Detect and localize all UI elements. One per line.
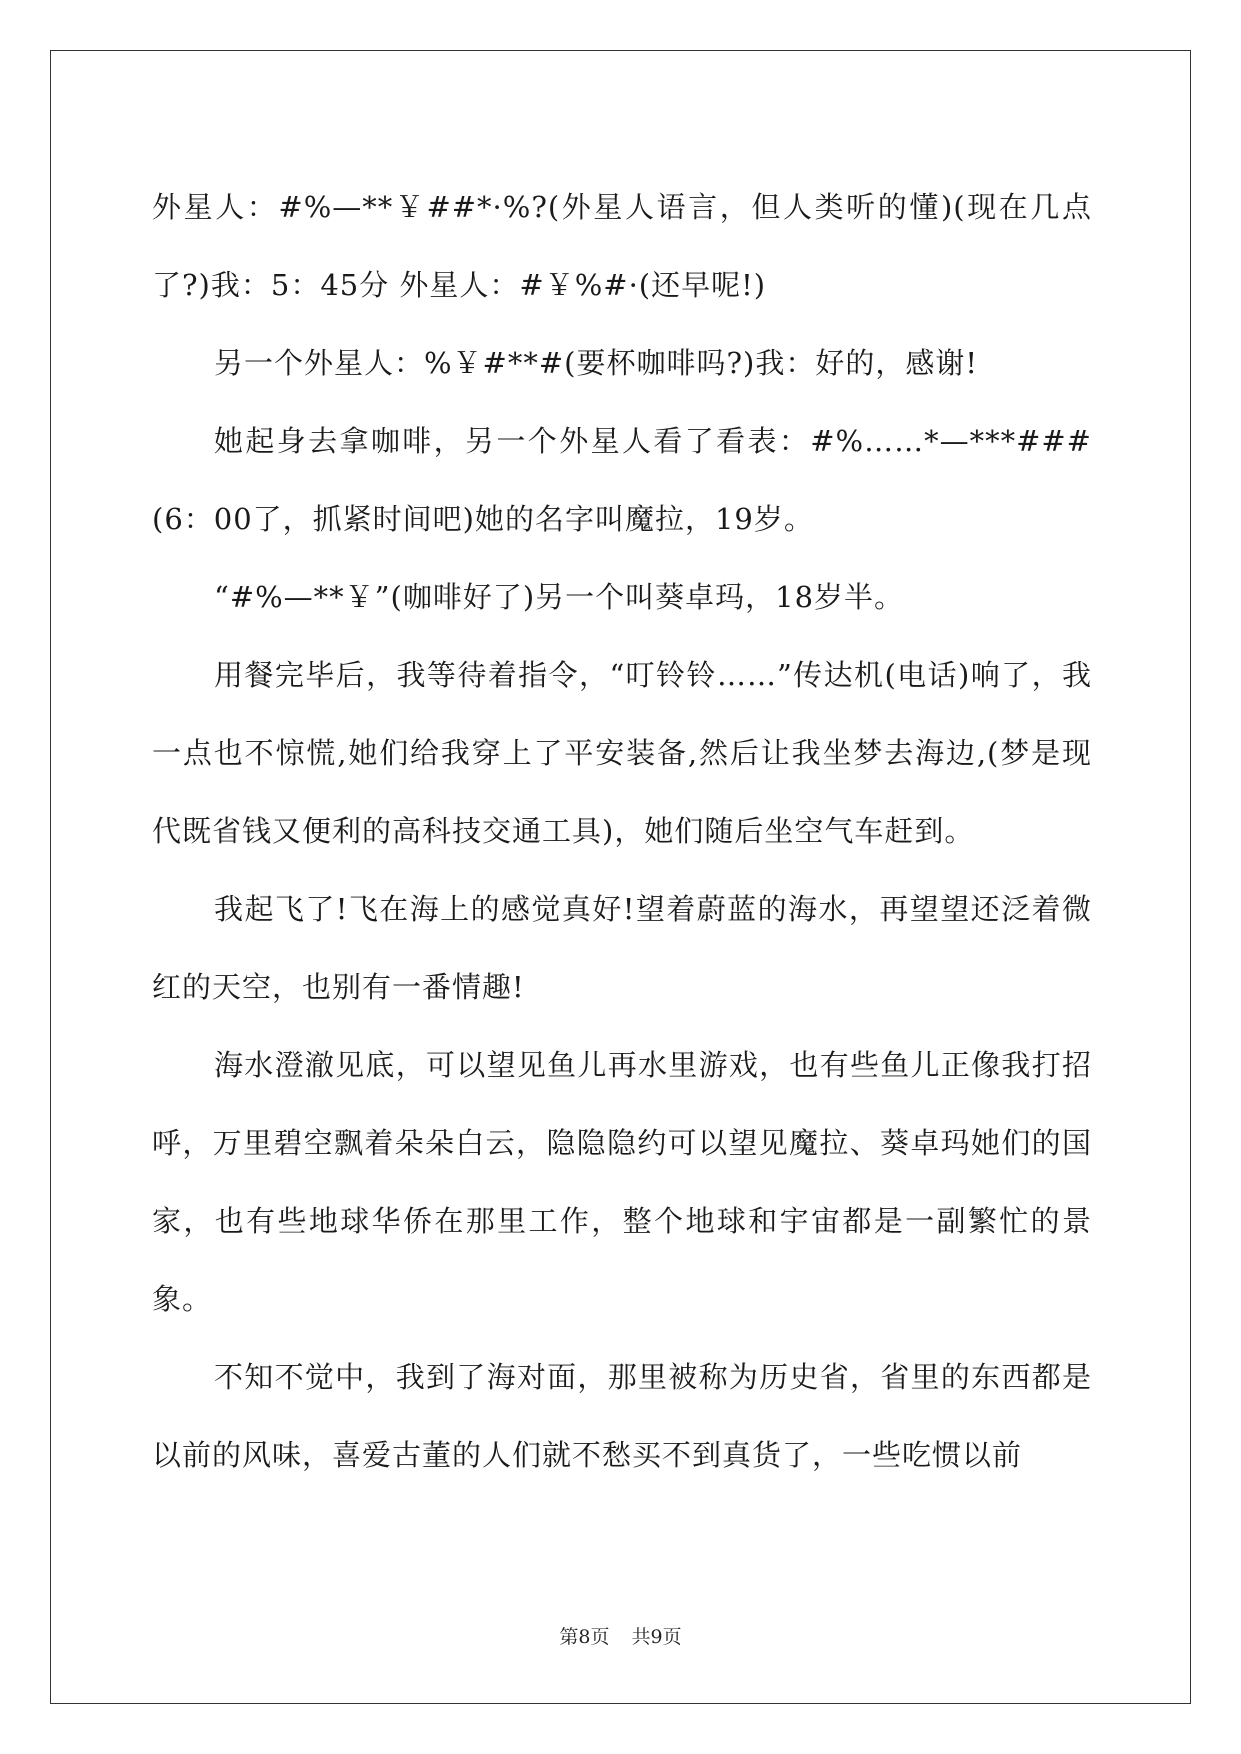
paragraph-5: 用餐完毕后，我等待着指令，“叮铃铃……”传达机(电话)响了，我一点也不惊慌,她们给我穿上了平安装备,然后让我坐梦去海边,(梦是现代既省钱又便利的高科技交通工具)，她们随后坐空气车赶到。 <box>152 658 1092 848</box>
paragraph-2: 另一个外星人：%￥#**#(要杯咖啡吗?)我：好的，感谢! <box>214 346 978 380</box>
paragraph-3: 她起身去拿咖啡，另一个外星人看了看表：#%……*—***###(6：00了，抓紧时间吧)她的名字叫魔拉，19岁。 <box>152 424 1092 536</box>
paragraph-6: 我起飞了!飞在海上的感觉真好!望着蔚蓝的海水，再望望还泛着微红的天空，也别有一番情趣! <box>152 892 1092 1004</box>
current-page-label: 第8页 <box>559 1626 610 1648</box>
page-number-footer <box>0 1622 1241 1649</box>
paragraph-1: 外星人：#%—**￥##*·%?(外星人语言，但人类听的懂)(现在几点了?)我：5：45分 外星人：#￥%#·(还早呢!) <box>152 190 1092 302</box>
paragraph-7: 海水澄澈见底，可以望见鱼儿再水里游戏，也有些鱼儿正像我打招呼，万里碧空飘着朵朵白云，隐隐隐约可以望见魔拉、葵卓玛她们的国家，也有些地球华侨在那里工作，整个地球和宇宙都是一副繁忙的景象。 <box>152 1048 1092 1316</box>
paragraph-8: 不知不觉中，我到了海对面，那里被称为历史省，省里的东西都是以前的风味，喜爱古董的人们就不愁买不到真货了，一些吃惯以前 <box>152 1360 1092 1472</box>
total-pages-label: 共9页 <box>631 1626 682 1648</box>
document-body <box>152 168 1092 1494</box>
paragraph-4: “#%—**￥”(咖啡好了)另一个叫葵卓玛，18岁半。 <box>214 580 905 614</box>
